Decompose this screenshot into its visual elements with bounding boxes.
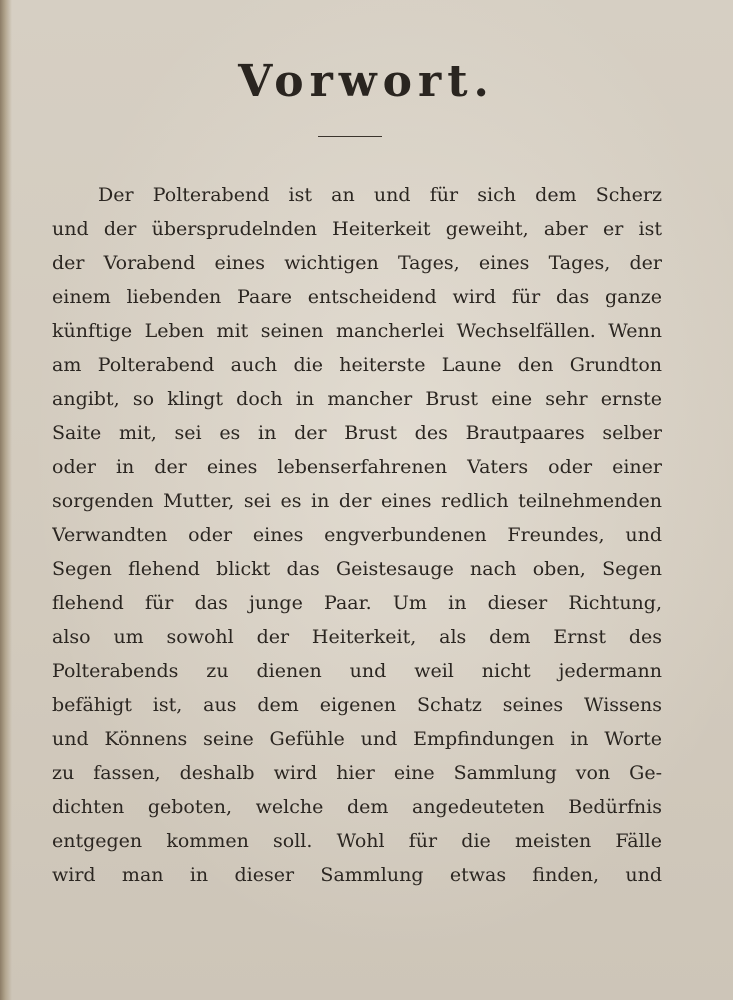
text-line: wird man in dieser Sammlung etwas finden, und — [52, 864, 662, 886]
text-line: künftige Leben mit seinen mancherlei Wechselfällen. Wenn — [52, 320, 662, 342]
text-line: Der Polterabend ist an und für sich dem Scherz — [98, 184, 662, 206]
text-line: und Könnens seine Gefühle und Empfindungen in Worte — [52, 728, 662, 750]
page-gutter-shadow — [0, 0, 12, 1000]
text-line: am Polterabend auch die heiterste Laune den Grundton — [52, 354, 662, 376]
page-title: Vorwort. — [238, 56, 495, 107]
text-line: befähigt ist, aus dem eigenen Schatz seines Wissens — [52, 694, 662, 716]
text-line: und der übersprudelnden Heiterkeit geweiht, aber er ist — [52, 218, 662, 240]
text-line: angibt, so klingt doch in mancher Brust eine sehr ernste — [52, 388, 662, 410]
text-line: also um sowohl der Heiterkeit, als dem Ernst des — [52, 626, 662, 648]
text-line: der Vorabend eines wichtigen Tages, eines Tages, der — [52, 252, 662, 274]
text-line: zu fassen, deshalb wird hier eine Sammlung von Ge- — [52, 762, 662, 784]
text-line: sorgenden Mutter, sei es in der eines redlich teilnehmenden — [52, 490, 662, 512]
text-line: flehend für das junge Paar. Um in dieser Richtung, — [52, 592, 662, 614]
text-line: Polterabends zu dienen und weil nicht jedermann — [52, 660, 662, 682]
text-line: entgegen kommen soll. Wohl für die meisten Fälle — [52, 830, 662, 852]
text-line: oder in der eines lebenserfahrenen Vaters oder einer — [52, 456, 662, 478]
text-line: einem liebenden Paare entscheidend wird für das ganze — [52, 286, 662, 308]
text-line: Verwandten oder eines engverbundenen Freundes, und — [52, 524, 662, 546]
text-line: Segen flehend blickt das Geistesauge nach oben, Segen — [52, 558, 662, 580]
text-line: dichten geboten, welche dem angedeuteten Bedürfnis — [52, 796, 662, 818]
title-divider — [318, 136, 382, 137]
text-line: Saite mit, sei es in der Brust des Brautpaares selber — [52, 422, 662, 444]
body-paragraph — [52, 178, 662, 892]
